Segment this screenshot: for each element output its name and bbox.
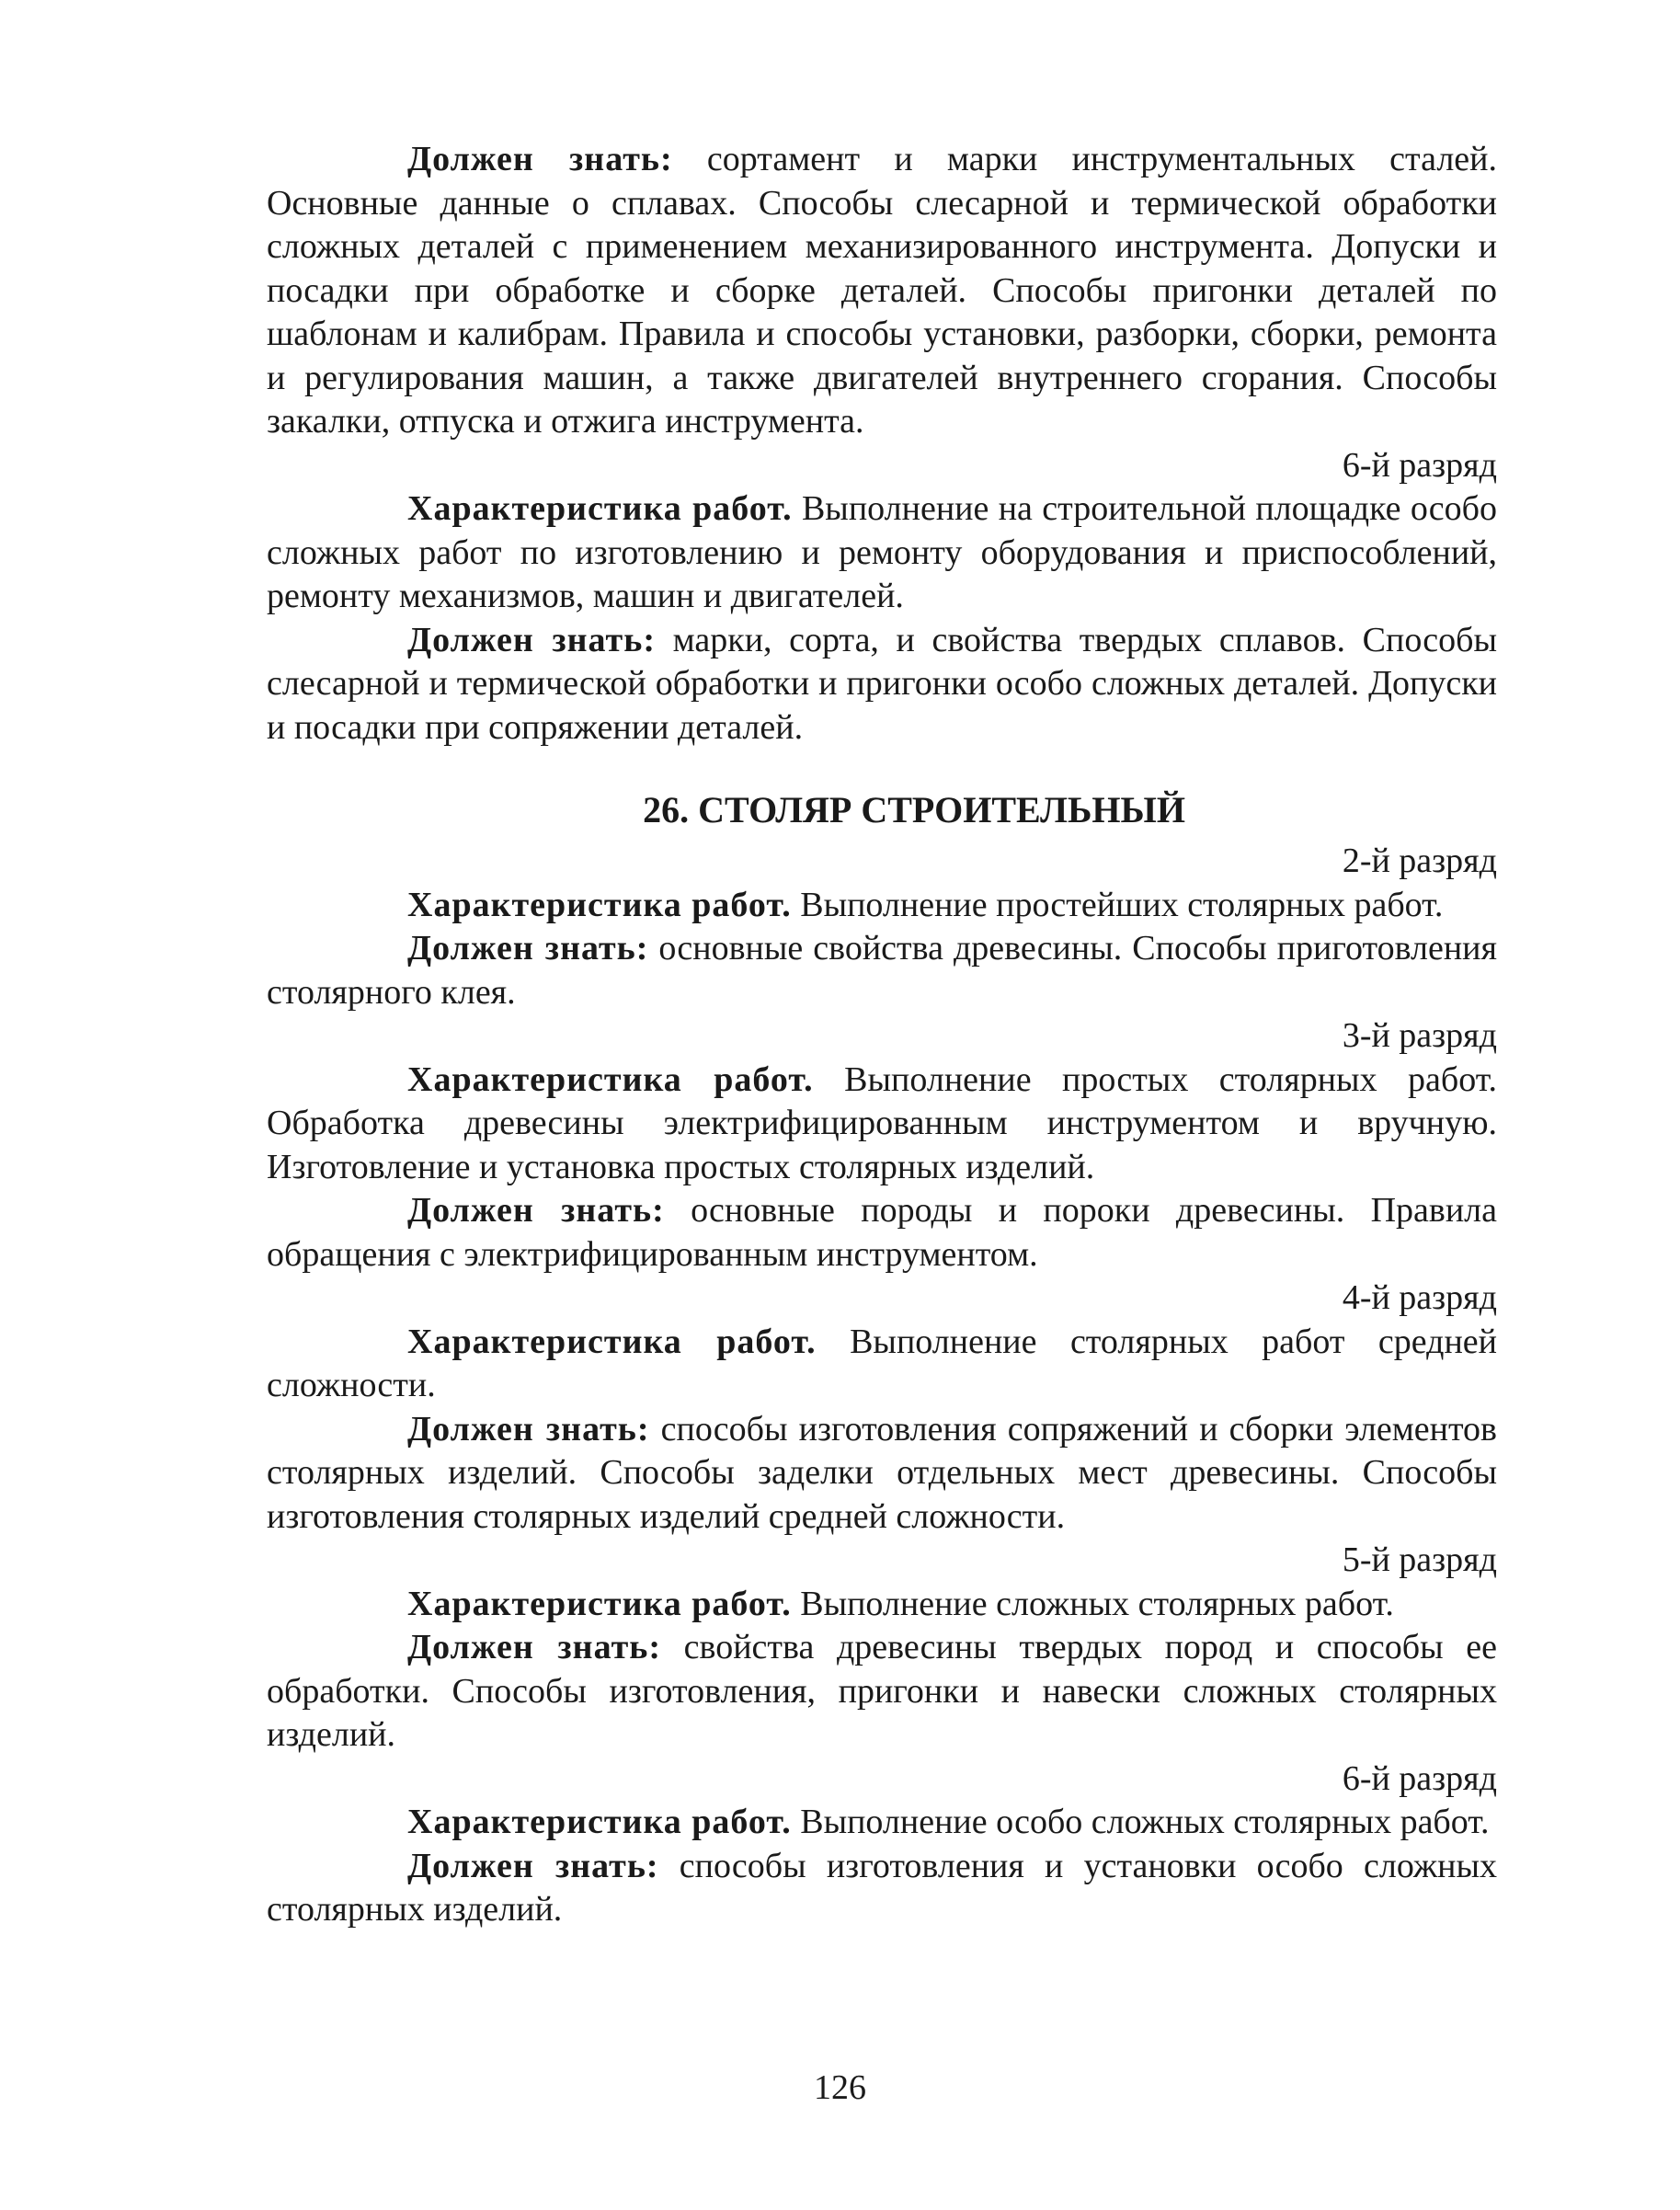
paragraph-lead: Должен знать: <box>407 1846 659 1885</box>
grade-label: 4-й разряд <box>1342 1278 1497 1317</box>
paragraph-must-know <box>267 1845 1497 1932</box>
paragraph-lead: Должен знать: <box>407 1191 665 1230</box>
paragraph-work-description <box>267 1321 1497 1408</box>
paragraph-work-description <box>267 1059 1497 1190</box>
paragraph-work-description <box>267 884 1497 928</box>
paragraph-text: Выполнение простых столярных работ. Обработка древесины электрифицированным инструментом и вручную. Изготовление и установка простых столярных изделий. <box>267 1059 1497 1186</box>
paragraph-text: Выполнение простейших столярных работ. <box>791 885 1444 924</box>
page-number: 126 <box>814 2068 866 2107</box>
paragraph-text: Выполнение сложных столярных работ. <box>791 1584 1394 1623</box>
paragraph-lead: Должен знать: <box>407 140 673 178</box>
paragraph-lead: Должен знать: <box>407 929 649 968</box>
grade-label: 5-й разряд <box>1342 1540 1497 1579</box>
paragraph-lead: Должен знать: <box>407 1409 650 1449</box>
paragraph-lead: Характеристика работ. <box>407 489 793 528</box>
paragraph-lead: Характеристика работ. <box>407 1059 814 1099</box>
paragraph-text: свойства древесины твердых пород и способы ее обработки. Способы изготовления, пригонки и навески сложных столярных изделий. <box>267 1628 1498 1754</box>
paragraph-must-know <box>267 1189 1497 1277</box>
paragraph-text: способы изготовления и установки особо сложных столярных изделий. <box>267 1846 1498 1929</box>
paragraph-text: Выполнение на строительной площадке особо сложных работ по изготовлению и ремонту оборудования и приспособлений, ремонту механизмов, машин и двигателей. <box>267 489 1497 615</box>
paragraph-lead: Характеристика работ. <box>407 1322 817 1361</box>
document-page <box>267 138 1497 1932</box>
paragraph-must-know <box>267 927 1497 1014</box>
grade-label: 3-й разряд <box>1342 1016 1497 1055</box>
grade-label: 2-й разряд <box>1342 842 1497 880</box>
paragraph-text: основные породы и пороки древесины. Правила обращения с электрифицированным инструментом. <box>267 1191 1497 1274</box>
paragraph-lead: Должен знать: <box>407 620 656 659</box>
paragraph-text: Выполнение особо сложных столярных работ. <box>791 1803 1490 1841</box>
paragraph-lead: Характеристика работ. <box>407 885 792 924</box>
grade-label: 6-й разряд <box>1342 1758 1497 1798</box>
paragraph-lead: Характеристика работ. <box>407 1803 792 1841</box>
paragraph-must-know <box>267 1626 1497 1758</box>
paragraph-work-description <box>267 1801 1497 1845</box>
paragraph-text: Выполнение столярных работ средней сложности. <box>267 1322 1497 1404</box>
paragraph-text: марки, сорта, и свойства твердых сплавов. Способы слесарной и термической обработки и пригонки особо сложных деталей. Допуски и посадки при сопряжении деталей. <box>267 620 1498 747</box>
paragraph-text: основные свойства древесины. Способы приготовления столярного клея. <box>267 929 1497 1012</box>
paragraph-lead: Должен знать: <box>407 1628 662 1666</box>
paragraph-lead: Характеристика работ. <box>407 1584 792 1623</box>
paragraph-text: способы изготовления сопряжений и сборки элементов столярных изделий. Способы заделки отдельных мест древесины. Способы изготовления столярных изделий средней сложности. <box>267 1409 1497 1536</box>
grade-label: 6-й разряд <box>1342 445 1497 485</box>
paragraph-must-know <box>267 1408 1497 1540</box>
section-heading: 26. СТОЛЯР СТРОИТЕЛЬНЫЙ <box>643 789 1185 830</box>
paragraph-must-know <box>267 138 1497 444</box>
paragraph-work-description <box>267 487 1497 619</box>
paragraph-text: сортамент и марки инструментальных сталей. Основные данные о сплавах. Способы слесарной и термической обработки сложных деталей с применением механизированного инструмента. Допуски и посадки при обработке и сборке деталей. Способы пригонки деталей по шаблонам и калибрам. Правила и способы установки, разборки, сборки, ремонта и регулирования машин, а также двигателей внутреннего сгорания. Способы закалки, отпуска и отжига инструмента. <box>267 140 1497 441</box>
paragraph-work-description <box>267 1583 1497 1627</box>
paragraph-must-know <box>267 619 1497 750</box>
